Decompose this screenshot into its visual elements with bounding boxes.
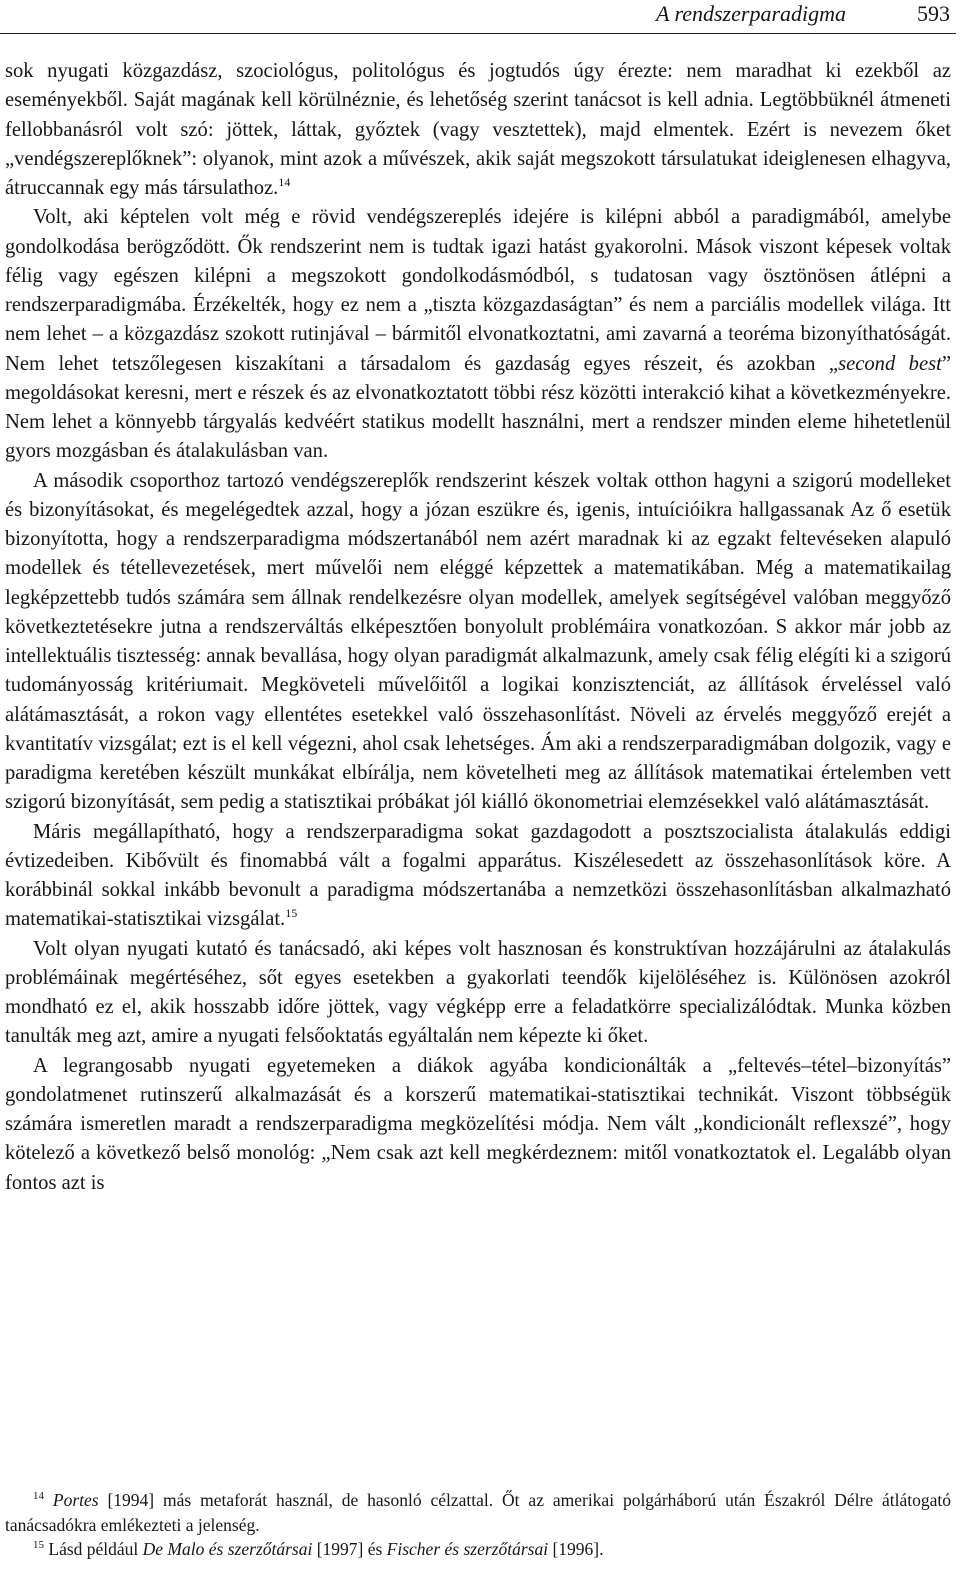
paragraph-p1: sok nyugati közgazdász, szociológus, politológus és jogtudós úgy érezte: nem maradhat ki ezekből az eseményekből. Saját magának kell körülnéznie, és lehetőség szerint tanácsot is kell adnia. Legtöbbüknél átmeneti fellobbanásról volt szó: jöttek, láttak, győztek (vagy vesztettek), majd elmentek. Ezért is nevezem őket „vendégszereplőknek”: olyanok, mint azok a művészek, akik saját megszokott társulatukat ideiglenesen elhagyva, átruccannak egy más társulathoz.$^{14}$ (5, 60, 951, 199)
footnote-number: 15 (33, 1539, 44, 1551)
italic-text: second best (838, 352, 942, 375)
paragraph-p3: A második csoporthoz tartozó vendégszereplők rendszerint készek voltak otthon hagyni a szigorú modelleket és bizonyításokat, és megelégedtek azzal, hogy a józan eszükre és, igenis, intuícióikra hallgassanak Az ő esetük bizonyította, hogy a rendszerparadigma módszertanából nem azért maradnak ki az egzakt feltevéseken alapuló modellek és tétellevezetések, mert művelői nem eléggé képzettek a matematikában. Még a matematikailag legképzettebb tudós számára sem állnak rendelkezésre olyan modellek, amelyek segítségével valóban meggyőző következtetésekre jutna a rendszerváltás elképesztően bonyolult problémáira vonatkozóan. S akkor már jobb az intellektuális tisztesség: annak bevallása, hogy olyan paradigmát alkalmazunk, amely csak félig elégíti ki a szigorú tudományosság kritériumait. Megköveteli művelőitől a logikai konzisztenciát, az állítások érveléssel való alátámasztását, a rokon vagy ellentétes esetekkel való összehasonlítást. Növeli az érvelés meggyőző erejét a kvantitatív vizsgálat; ezt is el kell végezni, ahol csak lehetséges. Ám aki a rendszerparadigmában dolgozik, vagy e paradigma keretében készült munkákat elbírálja, nem követelheti meg az állítások matematikai értelemben vett szigorú bizonyítását, sem pedig a statisztikai próbákat jól kiálló ökonometriai elemzésekkel való alátámasztását. (5, 469, 951, 814)
paragraph-p2: Volt, aki képtelen volt még e rövid vendégszereplés idejére is kilépni abból a paradigmából, amelybe gondolkodása berögződött. Ők rendszerint nem is tudtak igazi hatást gyakorolni. Mások viszont képesek voltak félig vagy egészen kilépni a megszokott gondolkodásmódból, s tudatosan vagy ösztönösen átlépni a rendszerparadigmába. Érzékelték, hogy ez nem a „tiszta közgazdaságtan” és nem a parciális modellek világa. Itt nem lehet – a közgazdász szokott rutinjával – bármitől elvonatkoztatni, ami zavarná a teoréma bizonyíthatóságát. Nem lehet tetszőlegesen kiszakítani a társadalom és gazdaság egyes részeit, és azokban „second best” megoldásokat keresni, mert e részek és az elvonatkoztatott többi rész közötti interakció kihat a következményekre. Nem lehet a könnyebb tárgyalás kedvéért statikus modellt használni, mert a rendszer minden eleme hihetetlenül gyors mozgásban és átalakulásban van. (5, 206, 951, 463)
running-title: A rendszerparadigma (655, 1, 846, 26)
paragraph-p4: Máris megállapítható, hogy a rendszerparadigma sokat gazdagodott a posztszocialista átalakulás eddigi évtizedeiben. Kibővült és finomabbá vált a fogalmi apparátus. Kiszélesedett az összehasonlítások köre. A korábbinál sokkal inkább bevonult a paradigma módszertanába a nemzetközi összehasonlításban alkalmazható matematikai-statisztikai vizsgálat.$^{15}$ (5, 820, 951, 931)
footnotes (5, 1488, 951, 1562)
footnote-fn15: $^{15}$ Lásd például De Malo és szerzőtársai [1997] és Fischer és szerzőtársai [1996]. (33, 1539, 604, 1559)
italic-text: Portes (52, 1490, 99, 1510)
page-number: 593 (917, 1, 950, 26)
paragraph-p5: Volt olyan nyugati kutató és tanácsadó, aki képes volt hasznosan és konstruktívan hozzájárulni az átalakulás problémáinak megértéséhez, sőt egyes esetekben a gyakorlati teendők kijelöléséhez is. Különösen azokról mondható ez el, akik hosszabb időre jöttek, vagy végképp erre a feladatkörre specializálódtak. Munka közben tanulták meg azt, amire a nyugati felsőoktatás egyáltalán nem képezte ki őket. (5, 937, 951, 1048)
italic-text: Fischer és szerzőtársai (386, 1539, 549, 1559)
italic-text: De Malo és szerzőtársai (142, 1539, 313, 1559)
paragraph-p6: A legrangosabb nyugati egyetemeken a diákok agyába kondicionálták a „feltevés–tétel–bizonyítás” gondolatmenet rutinszerű alkalmazását és a korszerű matematikai-statisztikai technikát. Viszont többségük számára ismeretlen maradt a rendszerparadigma megközelítési módja. Nem vált „kondicionált reflexszé”, hogy kötelező a következő belső monológ: „Nem csak azt kell megkérdeznem: mitől vonatkoztatok el. Legalább olyan fontos azt is (5, 1054, 951, 1194)
footnote-number: 14 (33, 1490, 44, 1502)
body-text (5, 57, 951, 1198)
footnote-ref: 15 (285, 906, 298, 921)
footnote-fn14: $^{14}$ Portes [1994] más metaforát használ, de hasonló célzattal. Őt az amerikai polgárháború után Északról Délre átlátogató tanácsadókra emlékezteti a jelenség. (5, 1490, 952, 1535)
running-header (0, 0, 956, 34)
footnote-ref: 14 (278, 175, 291, 189)
